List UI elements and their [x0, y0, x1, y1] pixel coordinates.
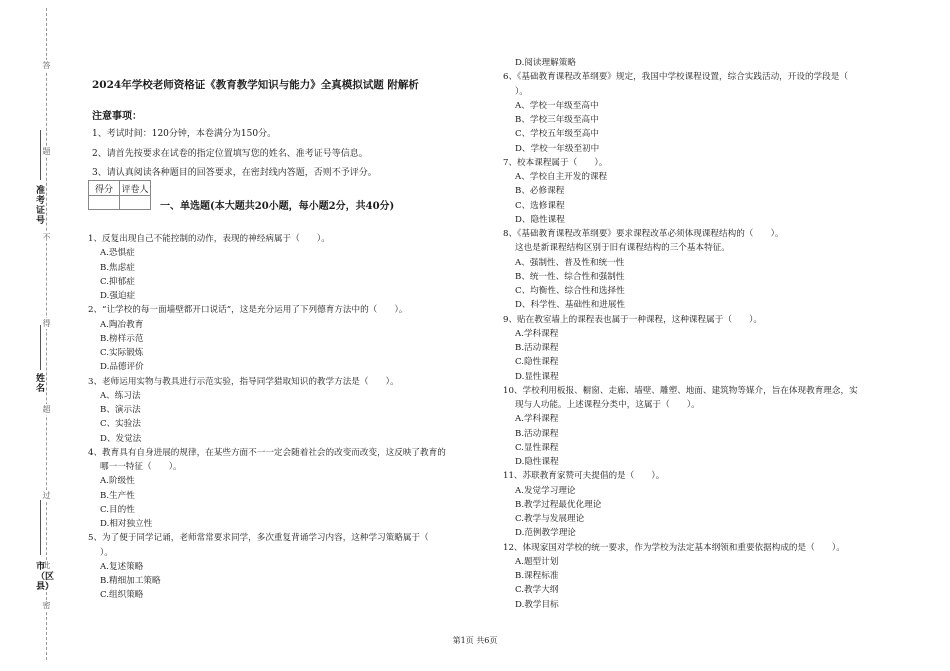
district-line: [40, 500, 41, 555]
question-text: 1、反复出现自己不能控制的动作，表现的神经病属于（ ）。: [88, 234, 330, 244]
seal-char: 密: [42, 601, 51, 610]
question-text: 7、校本课程属于（ ）。: [503, 157, 608, 168]
answer-option: C、均衡性、综合性和选择性: [515, 286, 625, 296]
name-line: [40, 325, 41, 370]
answer-option: B.生产性: [100, 490, 135, 501]
answer-option: D.相对独立性: [100, 519, 153, 529]
answer-option: D、科学性、基础性和进展性: [515, 300, 626, 311]
notice-item: 1、考试时间：120分钟，本卷满分为150分。: [92, 129, 277, 139]
answer-option: C、学校五年级至高中: [515, 129, 599, 140]
answer-option: A、强制性、普及性和统一性: [515, 257, 625, 268]
answer-option: B.课程标准: [515, 571, 559, 581]
score-header: 得分: [89, 181, 120, 196]
answer-option: A.恐惧症: [100, 248, 135, 259]
seal-char: 超: [42, 405, 51, 414]
answer-option: B.活动课程: [515, 343, 559, 353]
score-box: [88, 180, 151, 210]
notice-item: 3、请认真阅读各种题目的回答要求，在密封线内答题，否则不予评分。: [92, 168, 377, 178]
answer-option: B、统一性、综合性和强制性: [515, 271, 625, 282]
answer-option: D.教学目标: [515, 599, 559, 610]
answer-option: D、学校一年级至初中: [515, 143, 600, 154]
question-text: 12、体现家国对学校的统一要求，作为学校为法定基本纲领和重要依据构成的是（ ）。: [503, 542, 845, 553]
notice-heading: 注意事项：: [92, 111, 142, 122]
answer-option: B.焦虑症: [100, 262, 135, 273]
question-text: 6、《基础教育课程改革纲要》规定，我国中学校课程设置，综合实践活动，开设的学段是（: [503, 72, 848, 83]
answer-option: D.强迫症: [100, 291, 136, 301]
seal-char: 得: [42, 319, 51, 328]
answer-option: D.范例教学理论: [515, 528, 576, 539]
question-text: 2、“让学校的每一面墙壁都开口说话”，这是充分运用了下列德育方法中的（ ）。: [88, 305, 408, 316]
notice-item: 2、请首先按要求在试卷的指定位置填写您的姓名、准考证号等信息。: [92, 149, 368, 159]
answer-option: 这也是新课程结构区别于旧有课程结构的三个基本特征。: [515, 243, 730, 254]
question-text: 现与人功能。上述课程分类中，这属于（ ）。: [515, 400, 700, 410]
question-text: 5、为了便于同学记诵，老师常常要求同学，多次重复背诵学习内容，这种学习策略属于（: [88, 533, 429, 544]
answer-option: D、发觉法: [100, 433, 142, 444]
answer-option: D.阅读理解策略: [515, 58, 576, 68]
seal-char: 此: [42, 561, 51, 570]
answer-option: C.隐性课程: [515, 357, 559, 368]
answer-option: A.复述策略: [100, 561, 144, 572]
answer-option: A、练习法: [100, 390, 141, 401]
answer-option: C、实验法: [100, 419, 141, 430]
document-title: 2024年学校老师资格证《教育教学知识与能力》全真模拟试题 附解析: [92, 79, 419, 91]
seal-char: 题: [42, 147, 51, 156]
answer-option: C.抑郁症: [100, 276, 135, 287]
question-text: 11、苏联教育家赞可夫提倡的是（ ）。: [503, 471, 665, 482]
score-cell[interactable]: [89, 196, 120, 210]
answer-option: B.精细加工策略: [100, 576, 161, 586]
section-title: 一、单选题(本大题共20小题，每小题2分，共40分): [160, 201, 395, 212]
answer-option: B.教学过程最优化理论: [515, 499, 602, 510]
question-text: 3、老师运用实物与教具进行示范实验，指导同学猎取知识的教学方法是（ ）。: [88, 376, 399, 387]
seal-char: 过: [42, 491, 51, 500]
answer-option: A.发觉学习理论: [515, 485, 576, 496]
name-label: 姓名: [36, 374, 46, 394]
question-text: 8、《基础教育课程改革纲要》要求课程改革必须体现课程结构的（ ）。: [503, 229, 784, 239]
answer-option: A.学科课程: [515, 414, 559, 425]
answer-option: A.陶冶教育: [100, 319, 144, 330]
answer-option: C.实际锻炼: [100, 348, 144, 358]
seal-char: 不: [42, 233, 51, 242]
question-text: 哪一一特征（ ）。: [100, 462, 182, 472]
answer-option: B.榜样示范: [100, 333, 144, 344]
answer-option: C.显性课程: [515, 442, 559, 453]
admission-number-line: [40, 130, 41, 180]
binding-margin: [0, 0, 72, 671]
answer-option: C、选修课程: [515, 200, 565, 211]
answer-option: C.教学大纲: [515, 585, 559, 596]
answer-option: C.目的性: [100, 504, 135, 515]
question-text: 10、学校利用板报、橱窗、走廊、墙壁、雕塑、地面、建筑物等媒介，旨在体现教育理念，实: [503, 385, 858, 396]
answer-option: D.显性课程: [515, 371, 559, 382]
district-label: 市（区县）: [36, 562, 55, 592]
admission-number-label: 准考证号: [36, 186, 46, 226]
question-text: ）。: [515, 86, 528, 97]
answer-option: D.品德评价: [100, 362, 144, 373]
answer-option: A.阶级性: [100, 476, 135, 487]
answer-option: B、学校三年级至高中: [515, 115, 599, 125]
answer-option: A、学校自主开发的课程: [515, 172, 608, 182]
answer-option: C.组织策略: [100, 590, 144, 601]
question-text: ）。: [100, 547, 113, 558]
answer-option: B、必修课程: [515, 186, 565, 197]
answer-option: C.教学与发展理论: [515, 514, 585, 524]
question-text: 9、贴在教室墙上的课程表也属于一种课程，这种课程属于（ ）。: [503, 314, 762, 325]
page-footer: 第1页 共6页: [452, 636, 498, 645]
answer-option: D、隐性课程: [515, 214, 565, 225]
grader-header: 评卷人: [120, 181, 151, 196]
answer-option: A.学科课程: [515, 328, 559, 339]
answer-option: D.隐性课程: [515, 457, 559, 467]
question-text: 4、教育具有自身进展的规律，在某些方面不一一定会随着社会的改变而改变，这反映了教育的: [88, 447, 446, 458]
answer-option: B、演示法: [100, 405, 141, 415]
answer-option: B.活动课程: [515, 428, 559, 439]
answer-option: A、学校一年级至高中: [515, 100, 599, 111]
answer-option: A.题型计划: [515, 556, 559, 567]
seal-char: 答: [42, 61, 51, 70]
grader-cell[interactable]: [120, 196, 151, 210]
